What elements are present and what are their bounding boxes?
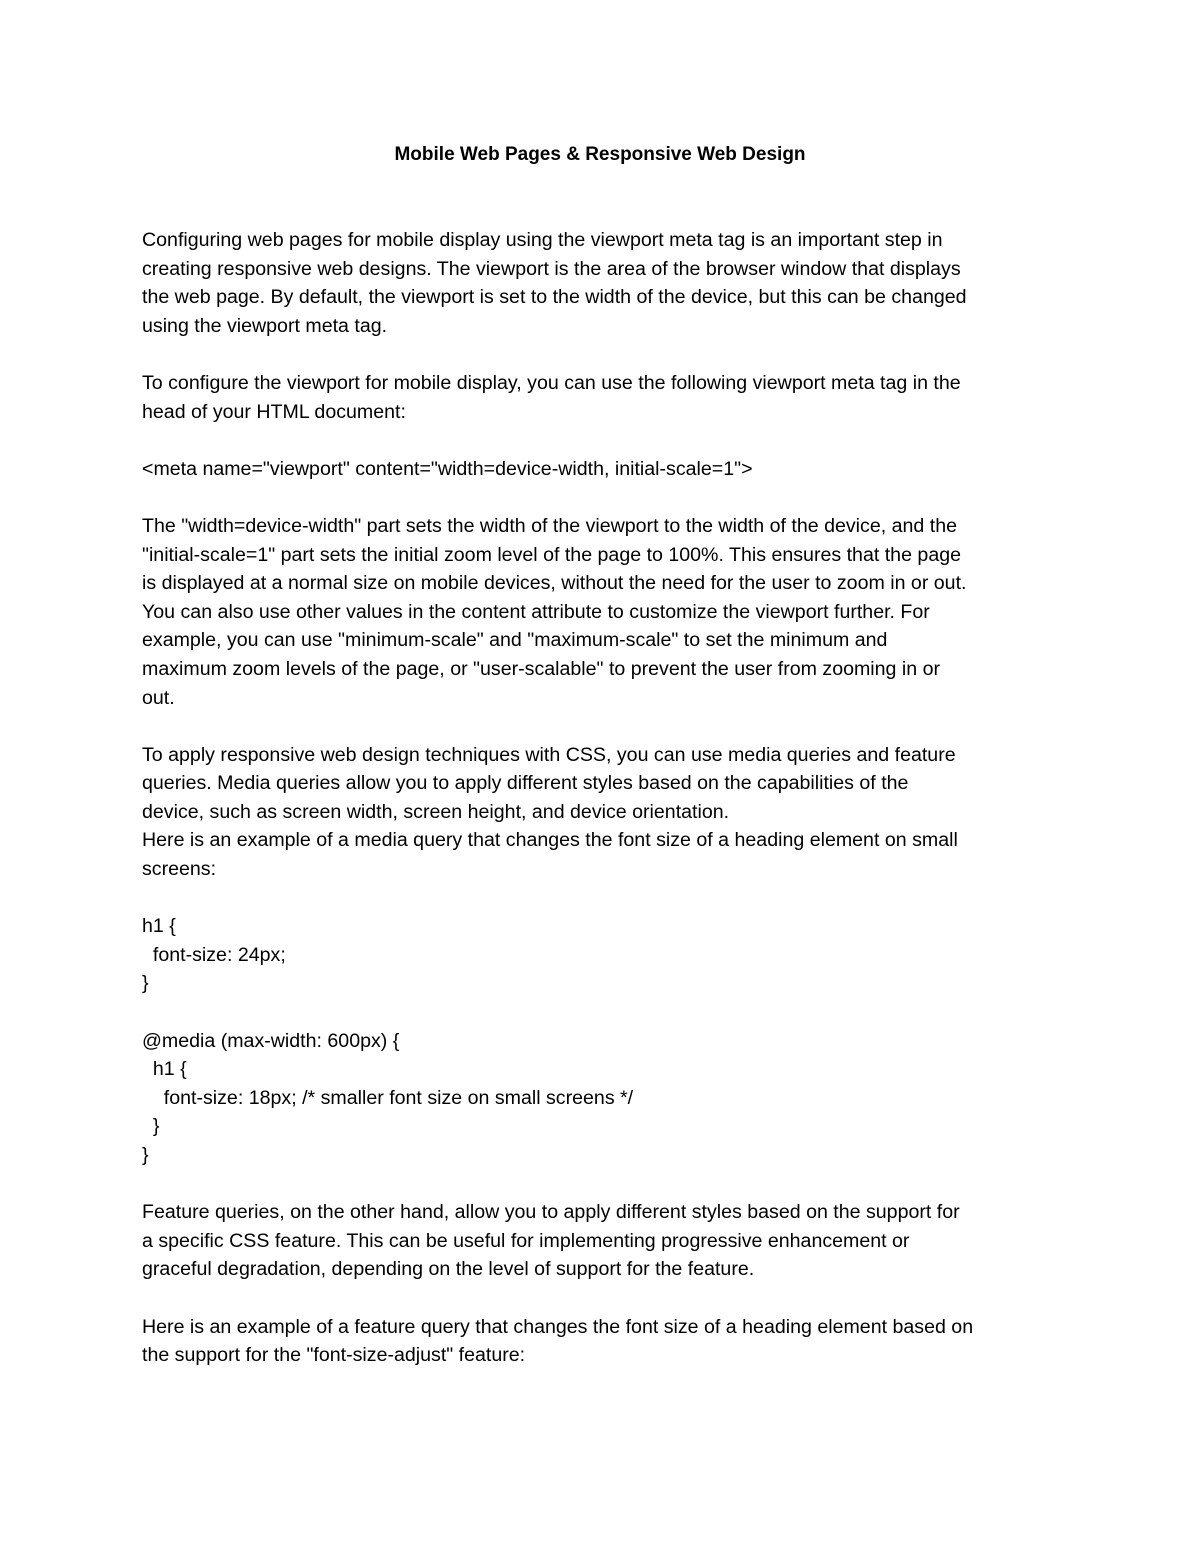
text-line: creating responsive web designs. The viewport is the area of the browser window that displays <box>142 257 961 280</box>
blank-line <box>142 884 1082 913</box>
text-line: Here is an example of a feature query that changes the font size of a heading element based on <box>142 1315 974 1338</box>
blank-line <box>142 426 1082 455</box>
text-line: } <box>142 1115 160 1138</box>
text-line: the support for the "font-size-adjust" feature: <box>142 1344 526 1367</box>
text-line: h1 { <box>142 915 176 938</box>
text-line: device, such as screen width, screen height, and device orientation. <box>142 800 730 823</box>
blank-line <box>142 712 1082 741</box>
text-line: To configure the viewport for mobile display, you can use the following viewport meta tag in the <box>142 371 961 394</box>
text-line: out. <box>142 686 175 709</box>
text-line: The "width=device-width" part sets the width of the viewport to the width of the device, and the <box>142 514 957 537</box>
text-line: font-size: 18px; /* smaller font size on small screens */ <box>142 1086 634 1109</box>
text-line: To apply responsive web design techniques with CSS, you can use media queries and feature <box>142 743 956 766</box>
text-line: screens: <box>142 858 217 881</box>
blank-line <box>142 998 1082 1027</box>
text-line: <meta name="viewport" content="width=device-width, initial-scale=1"> <box>142 457 753 480</box>
text-line: Feature queries, on the other hand, allow you to apply different styles based on the support for <box>142 1201 960 1224</box>
text-line: using the viewport meta tag. <box>142 314 388 337</box>
text-line: Configuring web pages for mobile display using the viewport meta tag is an important step in <box>142 229 943 251</box>
text-line: is displayed at a normal size on mobile devices, without the need for the user to zoom in or out. <box>142 572 967 595</box>
text-line: font-size: 24px; <box>142 943 286 966</box>
text-line: You can also use other values in the content attribute to customize the viewport further. For <box>142 600 930 623</box>
text-line: "initial-scale=1" part sets the initial zoom level of the page to 100%. This ensures that the page <box>142 543 962 566</box>
blank-line <box>142 340 1082 369</box>
document-title: Mobile Web Pages & Responsive Web Design <box>394 144 806 165</box>
text-line: maximum zoom levels of the page, or "user-scalable" to prevent the user from zooming in or <box>142 657 941 680</box>
text-line: h1 { <box>142 1058 187 1081</box>
text-line: example, you can use "minimum-scale" and "maximum-scale" to set the minimum and <box>142 629 888 652</box>
blank-line <box>142 1284 1082 1313</box>
text-line: queries. Media queries allow you to apply different styles based on the capabilities of the <box>142 772 909 795</box>
blank-line <box>142 1170 1082 1199</box>
document-body <box>142 226 1082 1370</box>
text-line: } <box>142 1144 149 1166</box>
text-line: Here is an example of a media query that changes the font size of a heading element on small <box>142 829 958 852</box>
text-line: head of your HTML document: <box>142 400 406 423</box>
text-line: @media (max-width: 600px) { <box>142 1029 400 1052</box>
text-line: graceful degradation, depending on the level of support for the feature. <box>142 1258 755 1281</box>
blank-line <box>142 483 1082 512</box>
text-line: } <box>142 972 149 995</box>
text-line: the web page. By default, the viewport is set to the width of the device, but this can be changed <box>142 286 967 309</box>
text-line: a specific CSS feature. This can be useful for implementing progressive enhancement or <box>142 1229 910 1252</box>
